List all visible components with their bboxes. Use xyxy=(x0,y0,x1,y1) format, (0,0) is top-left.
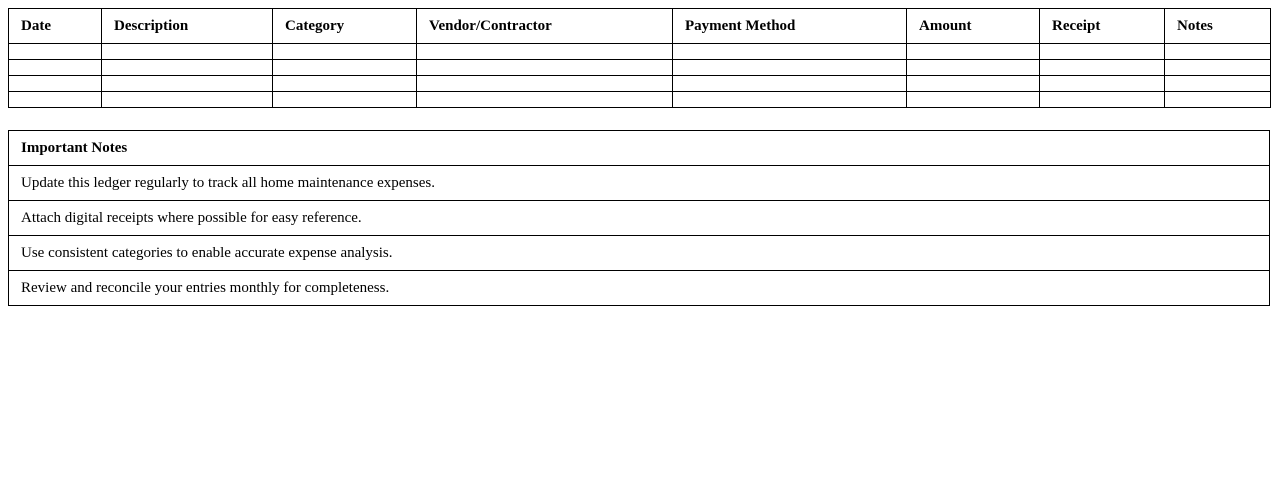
cell-receipt[interactable] xyxy=(1040,92,1165,108)
cell-category[interactable] xyxy=(273,44,417,60)
cell-amount[interactable] xyxy=(907,60,1040,76)
cell-notes[interactable] xyxy=(1165,44,1271,60)
table-row xyxy=(9,92,1271,108)
important-notes-title: Important Notes xyxy=(9,131,1270,166)
note-text: Use consistent categories to enable accurate expense analysis. xyxy=(9,236,1270,271)
cell-date[interactable] xyxy=(9,76,102,92)
table-row xyxy=(9,44,1271,60)
cell-notes[interactable] xyxy=(1165,60,1271,76)
column-header-category: Category xyxy=(273,9,417,44)
cell-vendor[interactable] xyxy=(417,60,673,76)
cell-payment-method[interactable] xyxy=(673,60,907,76)
cell-category[interactable] xyxy=(273,92,417,108)
cell-receipt[interactable] xyxy=(1040,44,1165,60)
cell-description[interactable] xyxy=(102,60,273,76)
cell-vendor[interactable] xyxy=(417,44,673,60)
column-header-description: Description xyxy=(102,9,273,44)
cell-payment-method[interactable] xyxy=(673,76,907,92)
ledger-header-row xyxy=(9,9,1271,44)
cell-category[interactable] xyxy=(273,76,417,92)
cell-receipt[interactable] xyxy=(1040,60,1165,76)
expense-ledger-table xyxy=(8,8,1271,108)
column-header-vendor: Vendor/Contractor xyxy=(417,9,673,44)
column-header-date: Date xyxy=(9,9,102,44)
notes-header-row xyxy=(9,131,1270,166)
column-header-receipt: Receipt xyxy=(1040,9,1165,44)
cell-notes[interactable] xyxy=(1165,92,1271,108)
cell-notes[interactable] xyxy=(1165,76,1271,92)
table-row xyxy=(9,76,1271,92)
cell-payment-method[interactable] xyxy=(673,44,907,60)
cell-vendor[interactable] xyxy=(417,76,673,92)
list-item xyxy=(9,166,1270,201)
cell-description[interactable] xyxy=(102,76,273,92)
column-header-notes: Notes xyxy=(1165,9,1271,44)
cell-description[interactable] xyxy=(102,92,273,108)
cell-category[interactable] xyxy=(273,60,417,76)
list-item xyxy=(9,201,1270,236)
cell-amount[interactable] xyxy=(907,76,1040,92)
important-notes-table xyxy=(8,130,1270,306)
note-text: Attach digital receipts where possible for easy reference. xyxy=(9,201,1270,236)
column-header-amount: Amount xyxy=(907,9,1040,44)
list-item xyxy=(9,236,1270,271)
cell-date[interactable] xyxy=(9,92,102,108)
cell-receipt[interactable] xyxy=(1040,76,1165,92)
table-row xyxy=(9,60,1271,76)
cell-date[interactable] xyxy=(9,60,102,76)
cell-amount[interactable] xyxy=(907,92,1040,108)
cell-description[interactable] xyxy=(102,44,273,60)
cell-vendor[interactable] xyxy=(417,92,673,108)
list-item xyxy=(9,271,1270,306)
note-text: Review and reconcile your entries monthly for completeness. xyxy=(9,271,1270,306)
cell-payment-method[interactable] xyxy=(673,92,907,108)
note-text: Update this ledger regularly to track all home maintenance expenses. xyxy=(9,166,1270,201)
cell-date[interactable] xyxy=(9,44,102,60)
cell-amount[interactable] xyxy=(907,44,1040,60)
column-header-payment-method: Payment Method xyxy=(673,9,907,44)
